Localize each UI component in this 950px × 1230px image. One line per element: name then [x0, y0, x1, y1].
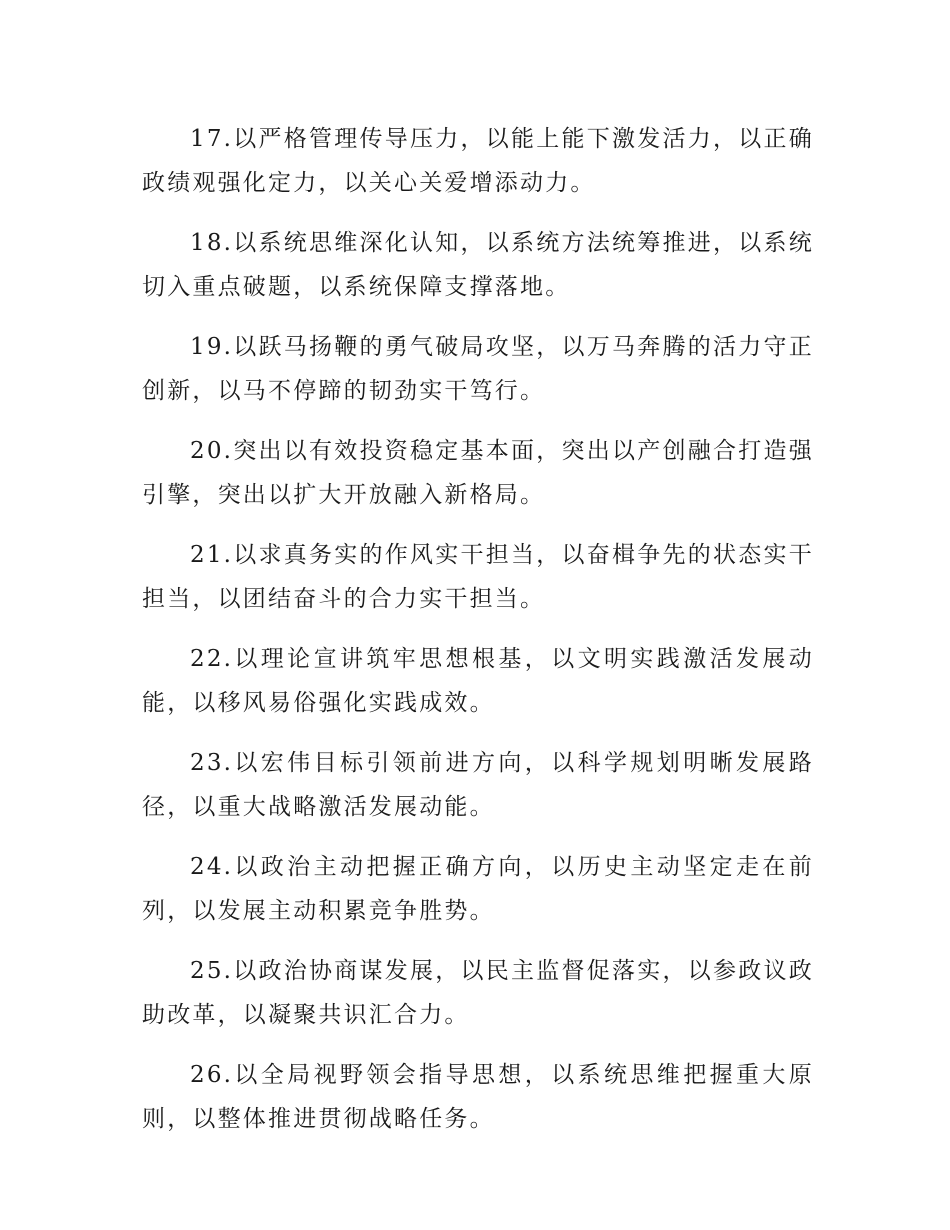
paragraph-18: 18.以系统思维深化认知，以系统方法统筹推进，以系统切入重点破题，以系统保障支撑落地。: [142, 230, 814, 300]
paragraph-24: 24.以政治主动把握正确方向，以历史主动坚定走在前列，以发展主动积累竞争胜势。: [142, 854, 814, 924]
paragraph-20: 20.突出以有效投资稳定基本面，突出以产创融合打造强引擎，突出以扩大开放融入新格局。: [142, 438, 814, 508]
paragraph-19: 19.以跃马扬鞭的勇气破局攻坚，以万马奔腾的活力守正创新，以马不停蹄的韧劲实干笃行。: [142, 334, 814, 404]
paragraph-22: 22.以理论宣讲筑牢思想根基，以文明实践激活发展动能，以移风易俗强化实践成效。: [142, 646, 814, 716]
paragraph-25: 25.以政治协商谋发展，以民主监督促落实，以参政议政助改革，以凝聚共识汇合力。: [142, 958, 814, 1028]
paragraph-21: 21.以求真务实的作风实干担当，以奋楫争先的状态实干担当，以团结奋斗的合力实干担当。: [142, 542, 814, 612]
paragraph-17: 17.以严格管理传导压力，以能上能下激发活力，以正确政绩观强化定力，以关心关爱增添动力。: [142, 126, 814, 196]
document-body: [142, 117, 814, 1157]
paragraph-23: 23.以宏伟目标引领前进方向，以科学规划明晰发展路径，以重大战略激活发展动能。: [142, 750, 814, 820]
paragraph-26: 26.以全局视野领会指导思想，以系统思维把握重大原则，以整体推进贯彻战略任务。: [142, 1062, 814, 1132]
